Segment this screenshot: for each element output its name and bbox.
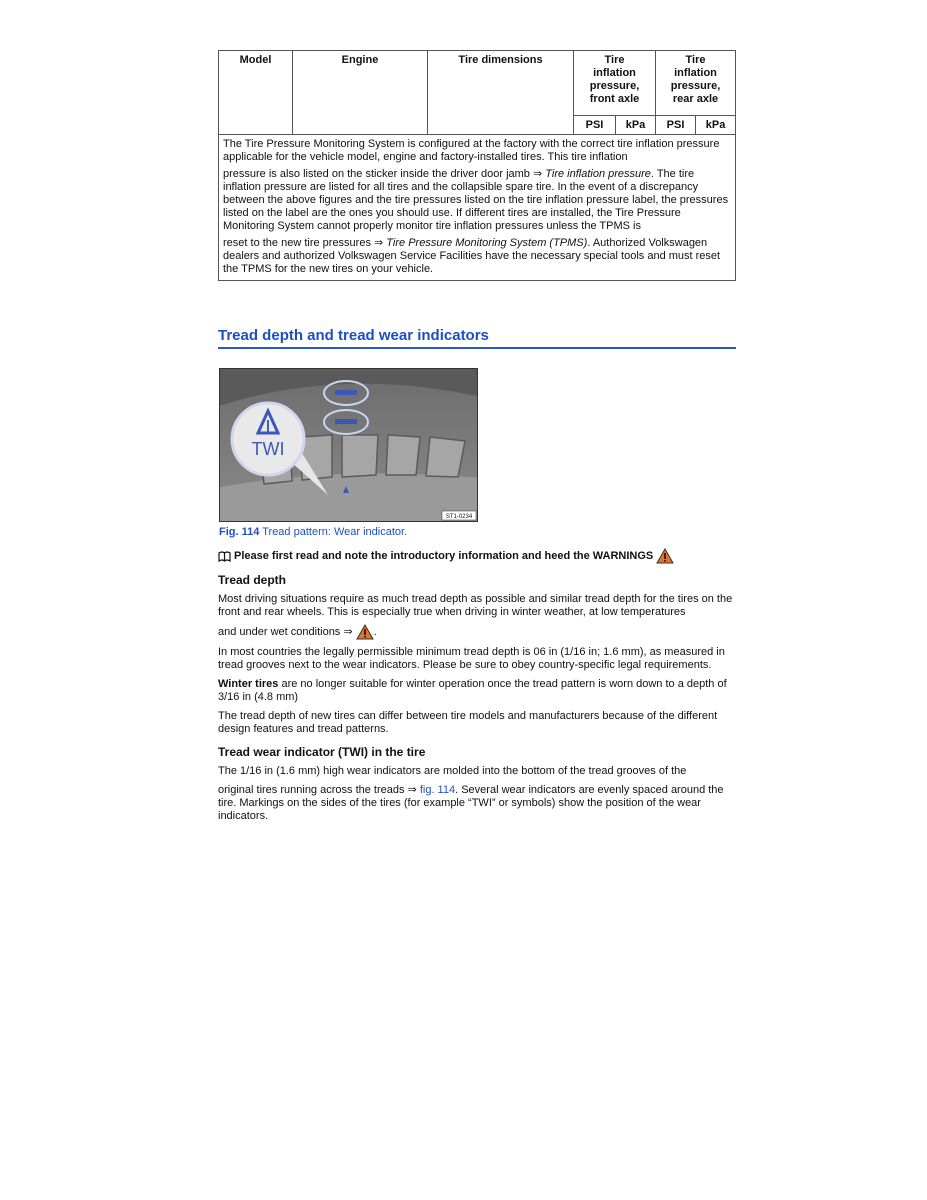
figure-caption: Fig. 114 Tread pattern: Wear indicator. — [219, 526, 408, 538]
table-note — [219, 135, 736, 281]
twi-paragraph-2: original tires running across the treads ⇒ fig. 114. Several wear indicators are evenly spaced around the tire. Markings on the sides of the tires (for example “TWI” or symbols) show the position of the wear indicators. — [218, 784, 724, 822]
header-rear-axle: Tire inflation pressure, rear axle — [656, 51, 736, 116]
fig-114-link[interactable]: fig. 114 — [419, 784, 456, 796]
page — [218, 50, 736, 281]
unit-front-kpa: kPa — [616, 116, 656, 135]
header-front-axle: Tire inflation pressure, front axle — [574, 51, 656, 116]
tread-depth-paragraph-1b: and under wet conditions ⇒ . — [218, 624, 734, 640]
unit-rear-psi: PSI — [656, 116, 696, 135]
figure-code: ST1-0234 — [445, 514, 473, 520]
tire-inflation-pressure-ref: Tire inflation pressure — [545, 168, 651, 180]
intro-note: Please first read and note the introductory information and heed the WARNINGS — [218, 548, 734, 564]
note-paragraph-1: The Tire Pressure Monitoring System is configured at the factory with the correct tire inflation pressure applicable for the vehicle model, engine and factory-installed tires. This tire inflation — [223, 138, 720, 163]
note-paragraph-2: pressure is also listed on the sticker inside the driver door jamb ⇒ Tire inflation pressure. The tire inflation pressure are listed for all tires and the collapsible spare tire. In the event of a discrepancy between the above figures and the tire pressures listed on the tire inflation pressure label, the pressures listed on the label are the ones you should use. If different tires are installed, the Tire Pressure Monitoring System cannot properly monitor tire inflation pressures unless the TPMS is — [223, 168, 729, 232]
tread-depth-paragraph-1: Most driving situations require as much tread depth as possible and similar tread depth for the tires on the front and rear wheels. This is especially true when driving in winter weather, at low temperatures — [218, 593, 733, 618]
twi-text: TWI — [251, 439, 285, 459]
body-text — [218, 548, 734, 829]
warning-icon[interactable] — [656, 548, 674, 564]
tread-depth-paragraph-4: The tread depth of new tires can differ between tire models and manufacturers because of the different design features and tread patterns. — [218, 710, 718, 735]
tire-pressure-table — [218, 50, 736, 281]
tread-depth-paragraph-2: In most countries the legally permissible minimum tread depth is 06 in (1/16 in; 1.6 mm), as measured in tread grooves next to the wear indicators. Please be sure to obey country-specific legal requirements. — [218, 646, 725, 671]
header-model: Model — [219, 51, 293, 135]
unit-front-psi: PSI — [574, 116, 616, 135]
header-tire-dimensions: Tire dimensions — [428, 51, 574, 135]
tread-wear-figure — [219, 368, 478, 522]
figure-number: Fig. 114 — [219, 526, 260, 538]
twi-paragraph-1: The 1/16 in (1.6 mm) high wear indicators are molded into the bottom of the tread grooves of the — [218, 765, 687, 777]
warning-icon[interactable] — [356, 624, 374, 640]
note-paragraph-3: reset to the new tire pressures ⇒ Tire Pressure Monitoring System (TPMS). Authorized Volkswagen dealers and authorized Volkswagen Service Facilities have the necessary special tools and must reset the TPMS for the new tires on your vehicle. — [223, 237, 721, 275]
tpms-ref: Tire Pressure Monitoring System (TPMS) — [386, 237, 588, 249]
unit-rear-kpa: kPa — [696, 116, 736, 135]
svg-text:|: | — [265, 418, 271, 435]
section-title: Tread depth and tread wear indicators — [218, 327, 736, 349]
header-engine: Engine — [293, 51, 428, 135]
tread-depth-paragraph-3: Winter tires are no longer suitable for winter operation once the tread pattern is worn down to a depth of 3/16 in (4.8 mm) — [218, 678, 727, 703]
tire-illustration — [220, 369, 477, 521]
twi-heading: Tread wear indicator (TWI) in the tire — [218, 745, 426, 759]
tread-depth-heading: Tread depth — [218, 573, 287, 587]
book-icon — [218, 551, 231, 562]
